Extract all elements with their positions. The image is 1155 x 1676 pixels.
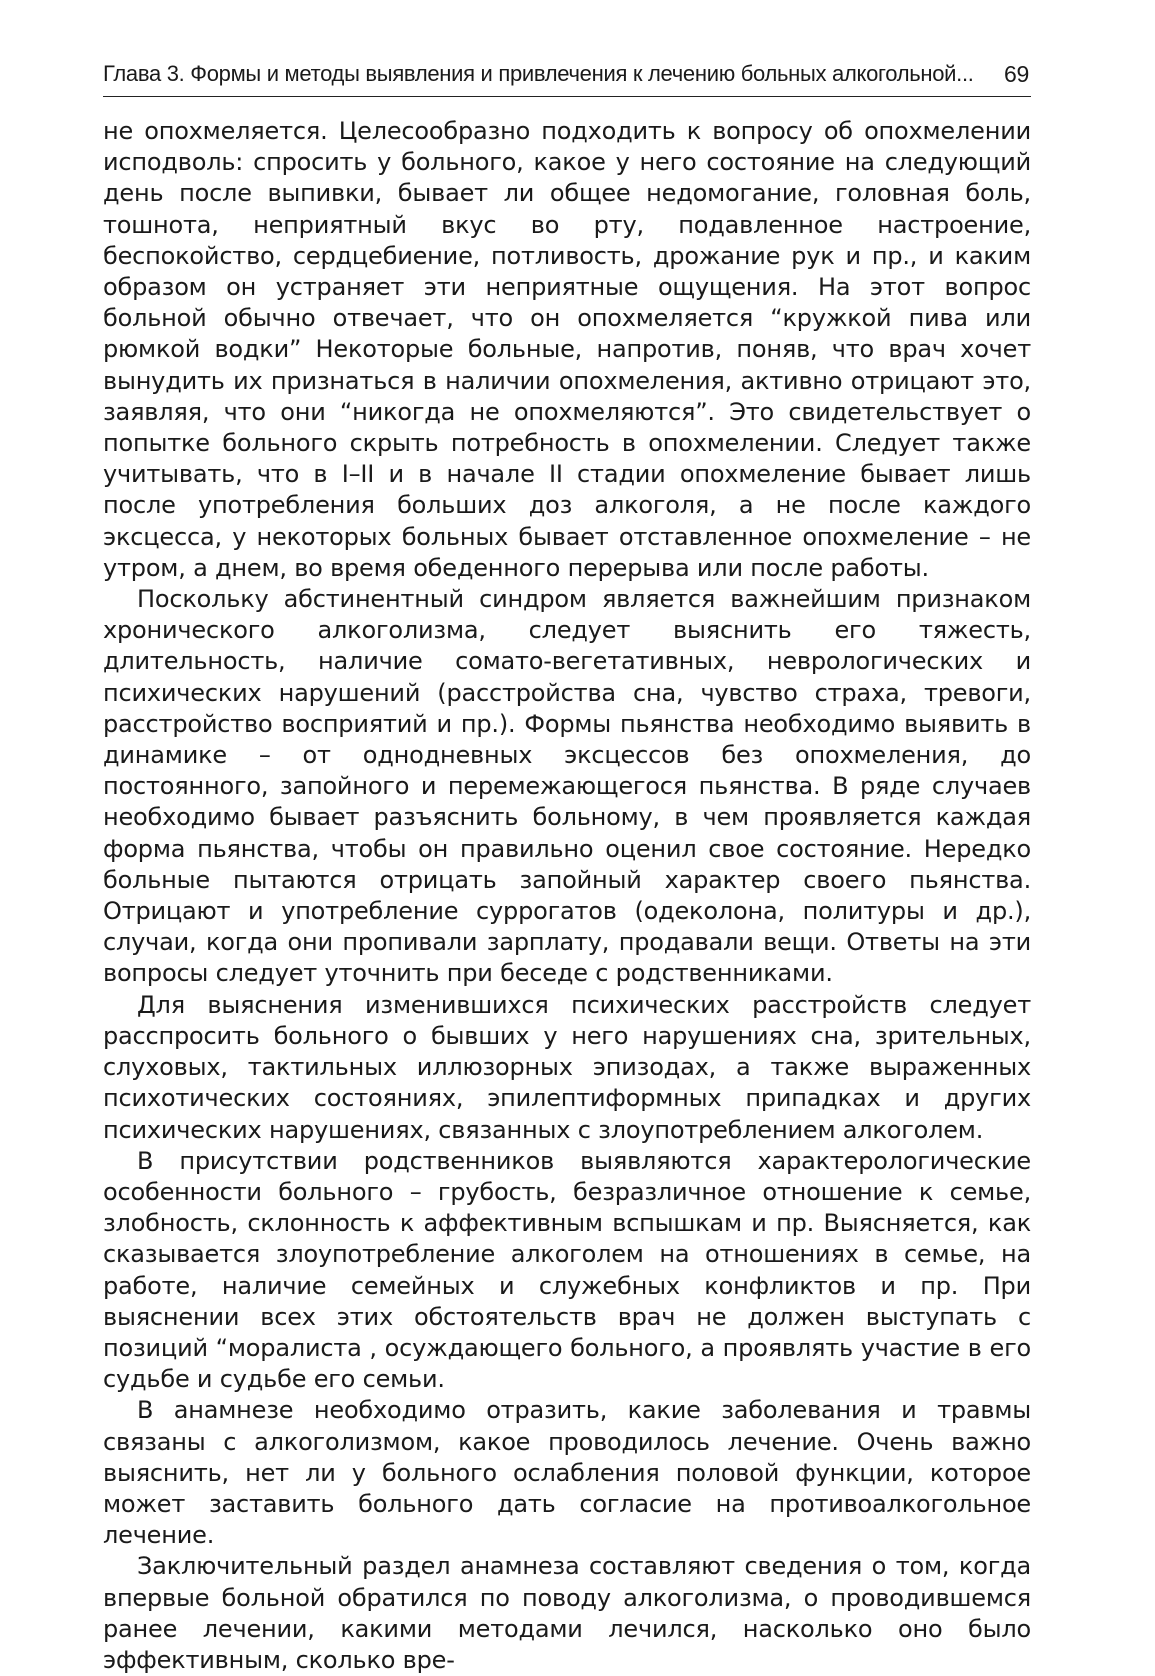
paragraph-5: В анамнезе необходимо отразить, какие заболевания и травмы связаны с алкоголизмом, какое проводилось лечение. Очень важно выяснить, нет ли у больного ослабления половой функции, которое может заставить больного дать согласие на противоалкогольное лечение.	[103, 1396, 1031, 1550]
running-header	[103, 52, 1031, 97]
paragraph-3: Для выяснения изменившихся психических расстройств следует расспросить больного о бывших у него нарушениях сна, зрительных, слуховых, тактильных иллюзорных эпизодах, а также выраженных психотических состояниях, эпилептиформных припадках и других психических нарушениях, связанных с злоупотреблением алкоголем.	[103, 990, 1031, 1144]
paragraph-1: не опохмеляется. Целесообразно подходить к вопросу об опохмелении исподволь: спросить у больного, какое у него состояние на следующий день после выпивки, бывает ли общее недомогание, головная боль, тошнота, неприятный вкус во рту, подавленное настроение, беспокойство, сердцебиение, потливость, дрожание рук и пр., и каким образом он устраняет эти неприятные ощущения. На этот вопрос больной обычно отвечает, что он опохмеляется “кружкой пива или рюмкой водки” Некоторые больные, напротив, поняв, что врач хочет вынудить их признаться в наличии опохмеления, активно отрицают это, заявляя, что они “никогда не опохмеляются”. Это свидетельствует о попытке больного скрыть потребность в опохмелении. Следует также учитывать, что в I–II и в начале II стадии опохмеление бывает лишь после употребления больших доз алкоголя, а не после каждого эксцесса, у некоторых больных бывает отставленное опохмеление – не утром, а днем, во время обеденного перерыва или после работы.	[103, 117, 1031, 582]
page-number: 69	[1004, 61, 1029, 87]
paragraph-4: В присутствии родственников выявляются характерологические особенности больного – грубость, безразличное отношение к семье, злобность, склонность к аффективным вспышкам и пр. Выясняется, как сказывается злоупотребление алкоголем на отношениях в семье, на работе, наличие семейных и служебных конфликтов и пр. При выяснении всех этих обстоятельств врач не должен выступать с позиций “моралиста , осуждающего больного, а проявлять участие в его судьбе и судьбе его семьи.	[103, 1146, 1031, 1394]
chapter-title: Глава 3. Формы и методы выявления и привлечения к лечению больных алкогольной...	[103, 61, 974, 86]
body-text	[103, 116, 1031, 1676]
paragraph-6: Заключительный раздел анамнеза составляют сведения о том, когда впервые больной обратился по поводу алкоголизма, о проводившемся ранее лечении, какими методами лечился, насколько оно было эффективным, сколько вре-	[103, 1552, 1031, 1674]
paragraph-2: Поскольку абстинентный синдром является важнейшим признаком хронического алкоголизма, следует выяснить его тяжесть, длительность, наличие сомато-вегетативных, неврологических и психических нарушений (расстройства сна, чувство страха, тревоги, расстройство восприятий и пр.). Формы пьянства необходимо выявить в динамике – от однодневных эксцессов без опохмеления, до постоянного, запойного и перемежающегося пьянства. В ряде случаев необходимо бывает разъяснить больному, в чем проявляется каждая форма пьянства, чтобы он правильно оценил свое состояние. Нередко больные пытаются отрицать запойный характер своего пьянства. Отрицают и употребление суррогатов (одеколона, политуры и др.), случаи, когда они пропивали зарплату, продавали вещи. Ответы на эти вопросы следует уточнить при беседе с родственниками.	[103, 585, 1031, 988]
